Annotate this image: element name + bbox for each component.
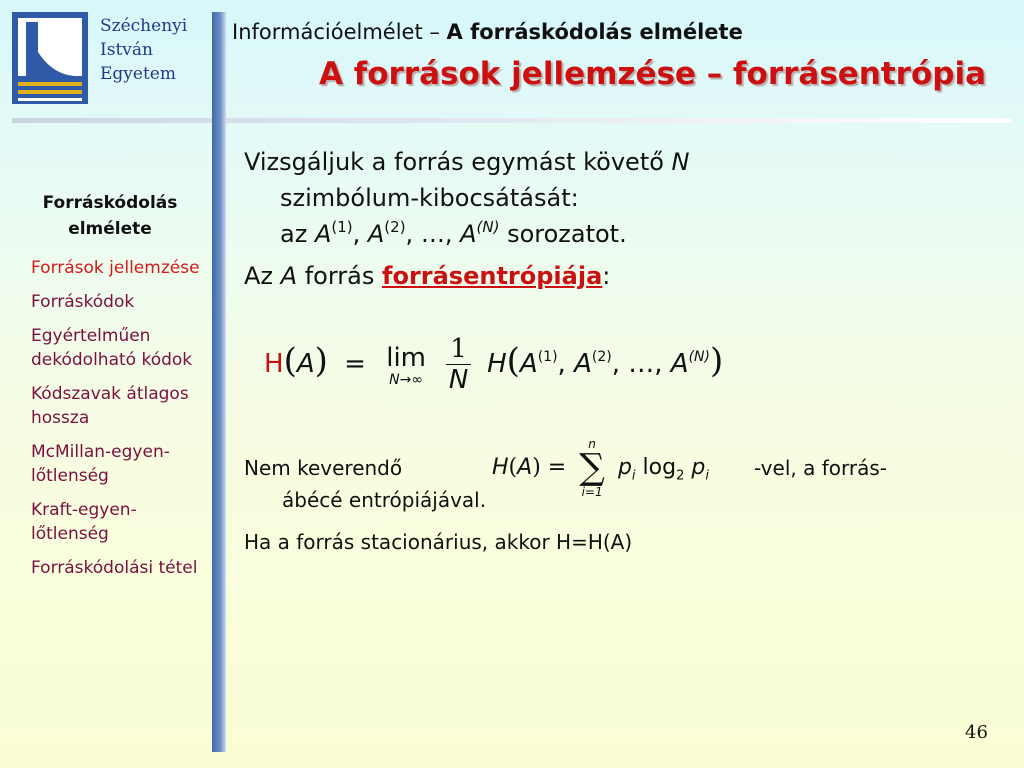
course-title [232,19,743,45]
note-stationary: Ha a forrás stacionárius, akkor H=H(A) [244,530,633,554]
slide-body [244,144,1004,294]
sum-formula: H(A) = n ∑ i=1 $p_i$ $\log_2 p_i$ [492,437,709,499]
sidebar-item-mcmillan[interactable]: McMillan-egyen-lőtlenség [31,442,170,486]
fraction-1-over-N: $\frac{1}{N}$ [446,334,471,395]
highlight-forrasentropiaja: forrásentrópiája [382,262,603,290]
sidebar-item-kraft[interactable]: Kraft-egyen-lőtlenség [31,500,137,544]
page-number: 46 [965,722,988,743]
paragraph-1-cont: szimbólum-kibocsátását: [280,184,579,212]
slide-title: A források jellemzése – forrásentrópia [318,56,986,92]
course-name: Információelmélet – [232,20,447,44]
sidebar-item-egyertelmuen-dekodolhato[interactable]: Egyértelműen dekódolható kódok [31,326,193,370]
university-name-line3: Egyetem [100,64,176,84]
entropy-formula: H(A) = lim N→∞ $\frac{1}{N}$ $H(A^{(1)}$, $A^{(2)}$, …, $A^{(N)}$) [264,334,724,395]
note-nonmix-cont: -vel, a forrás- [754,456,887,480]
sidebar-divider [212,12,226,752]
paragraph-1: Vizsgáljuk a forrás egymást követő N [244,148,690,176]
university-name [100,14,187,86]
paragraph-2: Az A forrás forrásentrópiája: [244,262,611,290]
sidebar-item-kodszavak-atlagos-hossza[interactable]: Kódszavak átlagos hossza [31,384,189,428]
university-logo [12,12,88,104]
paragraph-1-sequence: az $A^{(1)}$, $A^{(2)}$, …, $A^{(N)}$ sorozatot. [280,218,627,248]
sidebar-item-forrasok-jellemzese[interactable]: Források jellemzése [31,258,200,278]
university-name-line1: Széchenyi [100,16,188,36]
sidebar-item-forraskodok[interactable]: Forráskódok [31,292,135,312]
sidebar-item-forraskodolasi-tetel[interactable]: Forráskódolási tétel [31,558,198,578]
sidebar-current-section: Forráskódolás elmélete [42,193,178,239]
note-nonmix: Nem keverendő [244,456,403,480]
course-topic: A forráskódolás elmélete [446,20,743,44]
note-nonmix-end: ábécé entrópiájával. [282,488,487,512]
sigma-operator: n ∑ i=1 [579,437,605,499]
var-N: N [671,148,690,176]
university-name-line2: István [100,40,153,60]
sidebar-nav [31,256,209,590]
header-divider [12,118,1012,123]
limit-operator: lim N→∞ [386,342,426,388]
